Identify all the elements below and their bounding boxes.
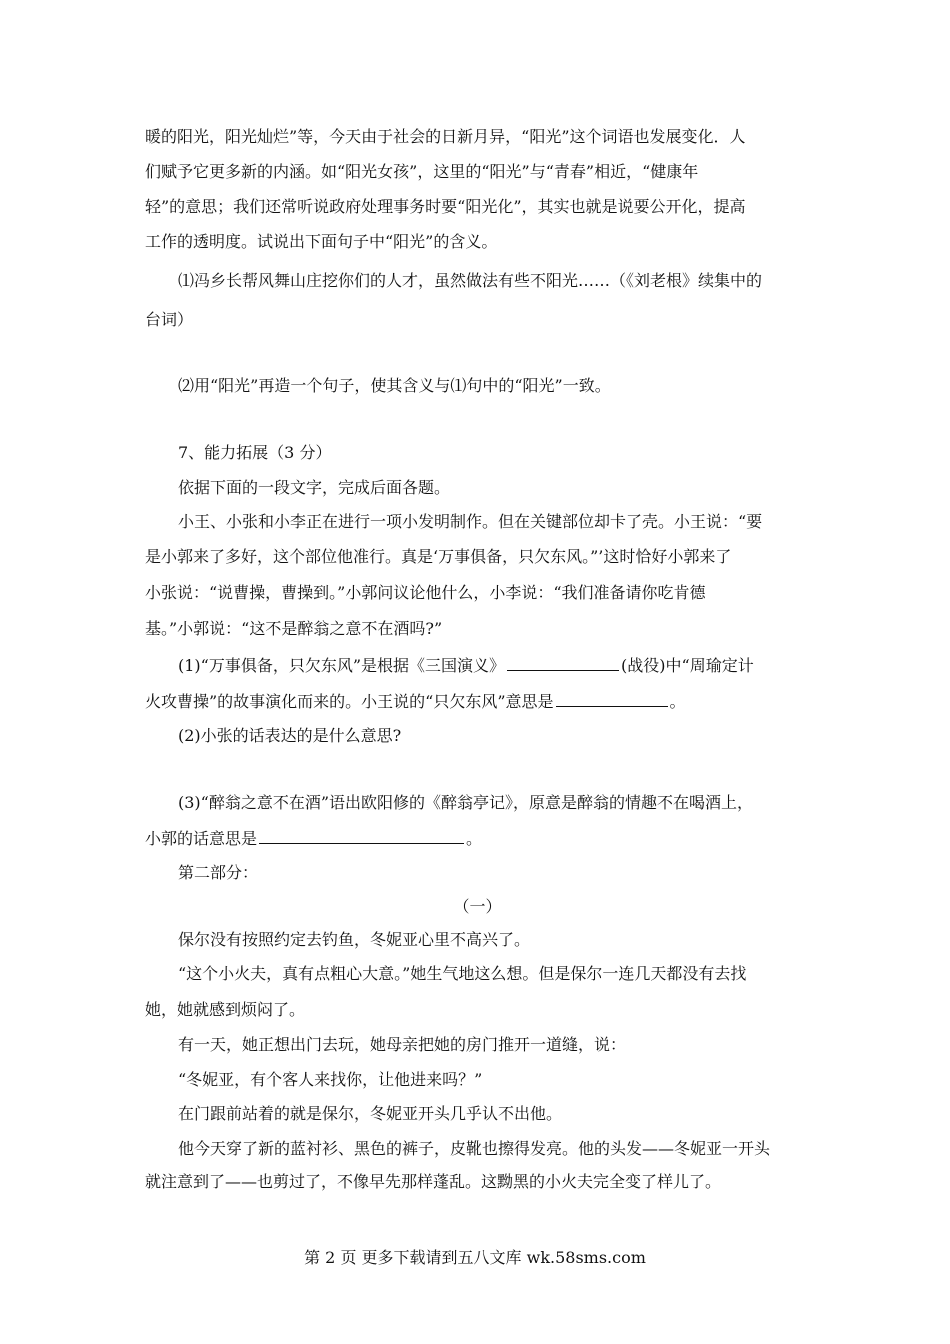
instruction-line: 依据下面的一段文字，完成后面各题。 [178, 478, 451, 497]
passage-line: “这个小火夫，真有点粗心大意。”她生气地这么想。但是保尔一连几天都没有去找 [178, 964, 747, 983]
text-line: 台词） [145, 310, 194, 329]
question-text: 。 [669, 692, 686, 711]
question-text: (1)“万事俱备，只欠东风”是根据《三国演义》 [178, 656, 506, 675]
passage-line: 她，她就感到烦闷了。 [145, 1000, 306, 1019]
passage-line: 他今天穿了新的蓝衬衫、黑色的裤子，皮靴也擦得发亮。他的头发——冬妮亚一开头 [178, 1139, 771, 1158]
answer-blank[interactable] [259, 827, 464, 844]
page-footer: 第 2 页 更多下载请到五八文库 wk.58sms.com [304, 1248, 646, 1267]
passage-line: 保尔没有按照约定去钓鱼，冬妮亚心里不高兴了。 [178, 930, 531, 949]
section-heading: 7、能力拓展（3 分） [178, 443, 332, 462]
text-line: 工作的透明度。试说出下面句子中“阳光”的含义。 [145, 232, 498, 251]
section-number: （一） [453, 897, 502, 916]
text-line [145, 827, 810, 850]
question-line: ⑵用“阳光”再造一个句子，使其含义与⑴句中的“阳光”一致。 [178, 376, 611, 395]
question-text: (战役)中“周瑜定计 [621, 656, 754, 675]
text-line: 基。”小郭说：“这不是醉翁之意不在酒吗?” [145, 619, 443, 638]
passage-line: 就注意到了——也剪过了，不像早先那样蓬乱。这黝黑的小火夫完全变了样儿了。 [145, 1172, 722, 1191]
text-line: 小王、小张和小李正在进行一项小发明制作。但在关键部位却卡了壳。小王说：“要 [178, 512, 763, 531]
passage-line: 有一天，她正想出门去玩，她母亲把她的房门推开一道缝，说： [178, 1035, 627, 1054]
question-line: ⑴冯乡长帮风舞山庄挖你们的人才，虽然做法有些不阳光……（《刘老根》续集中的 [178, 271, 763, 290]
text-line [145, 690, 810, 713]
text-line: 们赋予它更多新的内涵。如“阳光女孩”，这里的“阳光”与“青春”相近，“健康年 [145, 162, 699, 181]
text-line: 轻”的意思；我们还常听说政府处理事务时要“阳光化”，其实也就是说要公开化，提高 [145, 197, 746, 216]
answer-blank[interactable] [556, 690, 668, 707]
passage-line: “冬妮亚，有个客人来找你，让他进来吗？” [178, 1070, 483, 1089]
question-text: 小郭的话意思是 [145, 829, 258, 848]
question-line [178, 654, 810, 677]
passage-line: 在门跟前站着的就是保尔，冬妮亚开头几乎认不出他。 [178, 1104, 563, 1123]
text-line: 暖的阳光，阳光灿烂”等，今天由于社会的日新月异，“阳光”这个词语也发展变化．人 [145, 127, 746, 146]
text-line: 是小郭来了多好，这个部位他准行。真是‘万事俱备，只欠东风。”’这时恰好小郭来了 [145, 547, 732, 566]
question-line: (3)“醉翁之意不在酒”语出欧阳修的《醉翁亭记》，原意是醉翁的情趣不在喝酒上， [178, 793, 754, 812]
text-line: 小张说：“说曹操，曹操到。”小郭问议论他什么，小李说：“我们准备请你吃肯德 [145, 583, 706, 602]
question-text: 。 [466, 829, 483, 848]
question-text: 火攻曹操”的故事演化而来的。小王说的“只欠东风”意思是 [145, 692, 554, 711]
answer-blank[interactable] [507, 654, 619, 671]
part-heading: 第二部分： [178, 863, 259, 882]
question-line: (2)小张的话表达的是什么意思? [178, 726, 402, 745]
